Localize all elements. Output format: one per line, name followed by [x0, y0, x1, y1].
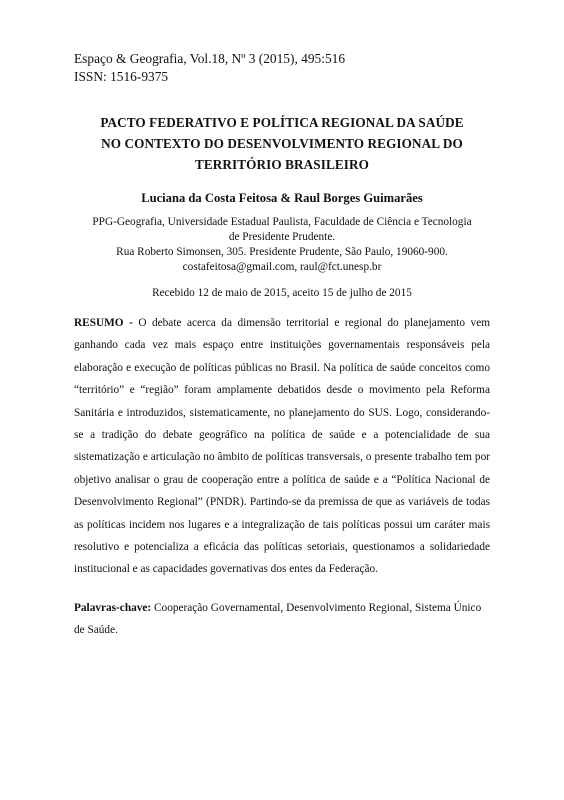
author-emails: costafeitosa@gmail.com, raul@fct.unesp.br: [182, 261, 382, 273]
affiliation-line: PPG-Geografia, Universidade Estadual Paulista, Faculdade de Ciência e Tecnologia: [92, 216, 472, 228]
title-line: NO CONTEXTO DO DESENVOLVIMENTO REGIONAL DO: [101, 136, 463, 151]
title-line: PACTO FEDERATIVO E POLÍTICA REGIONAL DA SAÚDE: [100, 115, 464, 130]
author-affiliation: [74, 215, 490, 275]
abstract-label: RESUMO -: [74, 317, 133, 329]
abstract-text: O debate acerca da dimensão territorial e regional do planejamento vem ganhando cada vez mais espaço entre instituições governamentais responsáveis pela elaboração e execução de políticas públicas no Brasil. Na política de saúde conceitos como “território” e “região” foram amplamente debatidos desde o movimento pela Reforma Sanitária e introduzidos, sistematicamente, no planejamento do SUS. Logo, considerando-se a tradição do debate geográfico na política de saúde e a potencialidade de sua sistematização e articulação no âmbito de políticas transversais, o presente trabalho tem por objetivo analisar o grau de cooperação entre a política de saúde e a “Política Nacional de Desenvolvimento Regional” (PNDR). Partindo-se da premissa de que as variáveis de todas as políticas incidem nos lugares e a integralização de tais políticas possui um caráter mais resolutivo e potencializa a eficácia das políticas setoriais, questionamos a solidariedade institucional e as capacidades governativas dos entes da Federação.: [74, 317, 490, 576]
abstract: [74, 312, 490, 581]
received-dates: Recebido 12 de maio de 2015, aceito 15 de julho de 2015: [152, 287, 412, 299]
paper-title: [74, 112, 490, 175]
paper-authors: Luciana da Costa Feitosa & Raul Borges Guimarães: [141, 191, 423, 205]
affiliation-address: Rua Roberto Simonsen, 305. Presidente Prudente, São Paulo, 19060-900.: [116, 246, 448, 258]
affiliation-line: de Presidente Prudente.: [228, 231, 336, 243]
keywords-label: Palavras-chave:: [74, 601, 152, 614]
journal-citation: Espaço & Geografia, Vol.18, Nº 3 (2015), 495:516: [74, 51, 346, 66]
journal-issn: ISSN: 1516-9375: [74, 69, 169, 84]
keywords: [74, 597, 490, 641]
keywords-text: Cooperação Governamental, Desenvolvimento Regional, Sistema Único de Saúde.: [74, 601, 482, 636]
journal-header: [74, 0, 490, 86]
title-line: TERRITÓRIO BRASILEIRO: [195, 157, 369, 172]
